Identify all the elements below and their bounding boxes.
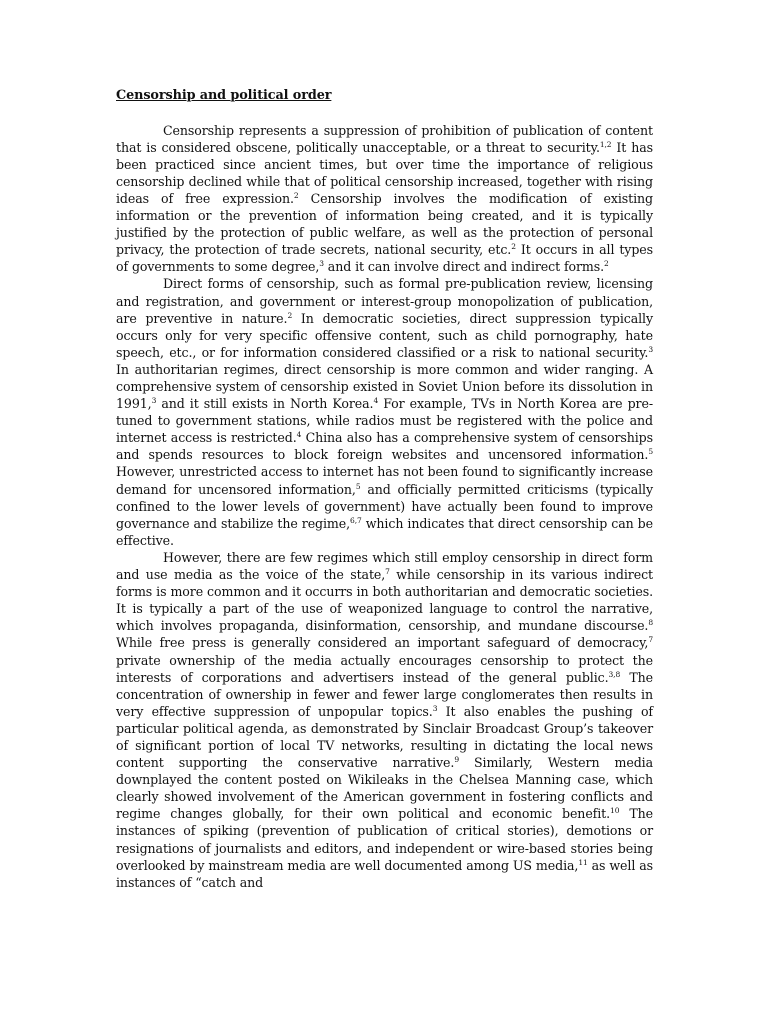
text-run: as well as instances of “catch and bbox=[116, 857, 654, 890]
citation-superscript: 5 bbox=[648, 447, 653, 457]
citation-superscript: 10 bbox=[610, 806, 620, 816]
text-run: China also has a comprehensive system of censorships and spends resources to block foreign websites and uncensored information. bbox=[116, 430, 653, 463]
text-run: However, unrestricted access to internet has not been found to significantly increase demand for uncensored information, bbox=[116, 464, 653, 497]
document-body bbox=[116, 122, 653, 891]
text-run: In authoritarian regimes, direct censorship is more common and wider ranging. A comprehensive system of censorship existed in Soviet Union before its dissolution in 1991, bbox=[116, 361, 653, 412]
text-run: It also enables the pushing of particular political agenda, as demonstrated by Sinclair Broadcast Group’s takeover of significant portion of local TV networks, resulting in dictating the local news content supporting the conservative narrative. bbox=[116, 703, 653, 771]
text-run: Similarly, Western media downplayed the content posted on Wikileaks in the Chelsea Manning case, which clearly showed involvement of the American government in fostering conflicts and regime changes globally, for their own political and economic benefit. bbox=[116, 755, 653, 822]
text-run: It occurs in all types of governments to some degree, bbox=[116, 242, 654, 275]
text-run: and officially permitted criticisms (typically confined to the lower levels of government) have actually been found to improve governance and stabilize the regime, bbox=[116, 481, 653, 531]
citation-superscript: 3 bbox=[151, 396, 157, 406]
citation-superscript: 7 bbox=[385, 567, 390, 577]
text-run: The instances of spiking (prevention of publication of critical stories), demotions or resignations of journalists and editors, and independent or wire-based stories being overlooked by mainstream media are well documented among US media, bbox=[116, 806, 653, 873]
citation-superscript: 4 bbox=[296, 430, 302, 440]
text-run: Censorship represents a suppression of prohibition of publication of content that is considered obscene, politically unacceptable, or a threat to security. bbox=[116, 122, 653, 155]
document-page bbox=[116, 87, 653, 891]
citation-superscript: 6,7 bbox=[350, 515, 362, 525]
paragraph-2 bbox=[116, 275, 653, 549]
text-run: and it can involve direct and indirect forms. bbox=[323, 259, 605, 275]
text-run: However, there are few regimes which still employ censorship in direct form and use media as the voice of the state, bbox=[116, 549, 653, 583]
citation-superscript: 11 bbox=[578, 857, 588, 867]
citation-superscript: 8 bbox=[648, 618, 653, 628]
document-title: Censorship and political order bbox=[116, 88, 332, 103]
citation-superscript: 2 bbox=[604, 259, 609, 269]
citation-superscript: 2 bbox=[511, 242, 516, 252]
paragraph-3 bbox=[116, 549, 653, 891]
citation-superscript: 2 bbox=[287, 310, 293, 320]
citation-superscript: 3 bbox=[432, 703, 438, 713]
citation-superscript: 3 bbox=[319, 259, 324, 269]
title-spacer bbox=[116, 104, 653, 122]
citation-superscript: 2 bbox=[293, 190, 299, 200]
paragraph-1 bbox=[116, 122, 653, 276]
text-run: private ownership of the media actually encourages censorship to protect the interests of corporations and advertisers instead of the general public. bbox=[116, 652, 653, 685]
citation-superscript: 3,8 bbox=[608, 669, 621, 679]
citation-superscript: 4 bbox=[373, 396, 379, 406]
text-run: The concentration of ownership in fewer and fewer large conglomerates then results in very effective suppression of unpopular topics. bbox=[116, 669, 653, 719]
text-run: which indicates that direct censorship can be effective. bbox=[116, 515, 653, 548]
citation-superscript: 9 bbox=[454, 755, 459, 765]
citation-superscript: 5 bbox=[355, 481, 361, 491]
text-run: It has been practiced since ancient times, but over time the importance of religious censorship declined while that of political censorship increased, together with rising ideas of free expression. bbox=[116, 139, 653, 206]
text-run: While free press is generally considered an important safeguard of democracy, bbox=[116, 635, 649, 651]
citation-superscript: 1,2 bbox=[599, 139, 612, 149]
citation-superscript: 7 bbox=[648, 635, 653, 645]
text-run: For example, TVs in North Korea are pre-tuned to government stations, while radios must be registered with the police and internet access is restricted. bbox=[116, 396, 653, 446]
text-run: and it still exists in North Korea. bbox=[156, 396, 374, 412]
citation-superscript: 3 bbox=[648, 344, 653, 354]
text-run: Censorship involves the modification of existing information or the prevention of information being created, and it is typically justified by the protection of public welfare, as well as the protection of personal privacy, the protection of trade secrets, national security, etc. bbox=[116, 190, 653, 258]
text-run: Direct forms of censorship, such as formal pre-publication review, licensing and registration, and government or interest-group monopolization of publication, are preventive in nature. bbox=[116, 276, 653, 326]
text-run: while censorship in its various indirect forms is more common and it occurrs in both authoritarian and democratic societies. It is typically a part of the use of weaponized language to control the narrative, which involves propaganda, disinformation, censorship, and mundane discourse. bbox=[116, 567, 653, 634]
text-run: In democratic societies, direct suppression typically occurs only for very specific offensive content, such as child pornography, hate speech, etc., or for information considered classified or a risk to national security. bbox=[116, 310, 653, 360]
